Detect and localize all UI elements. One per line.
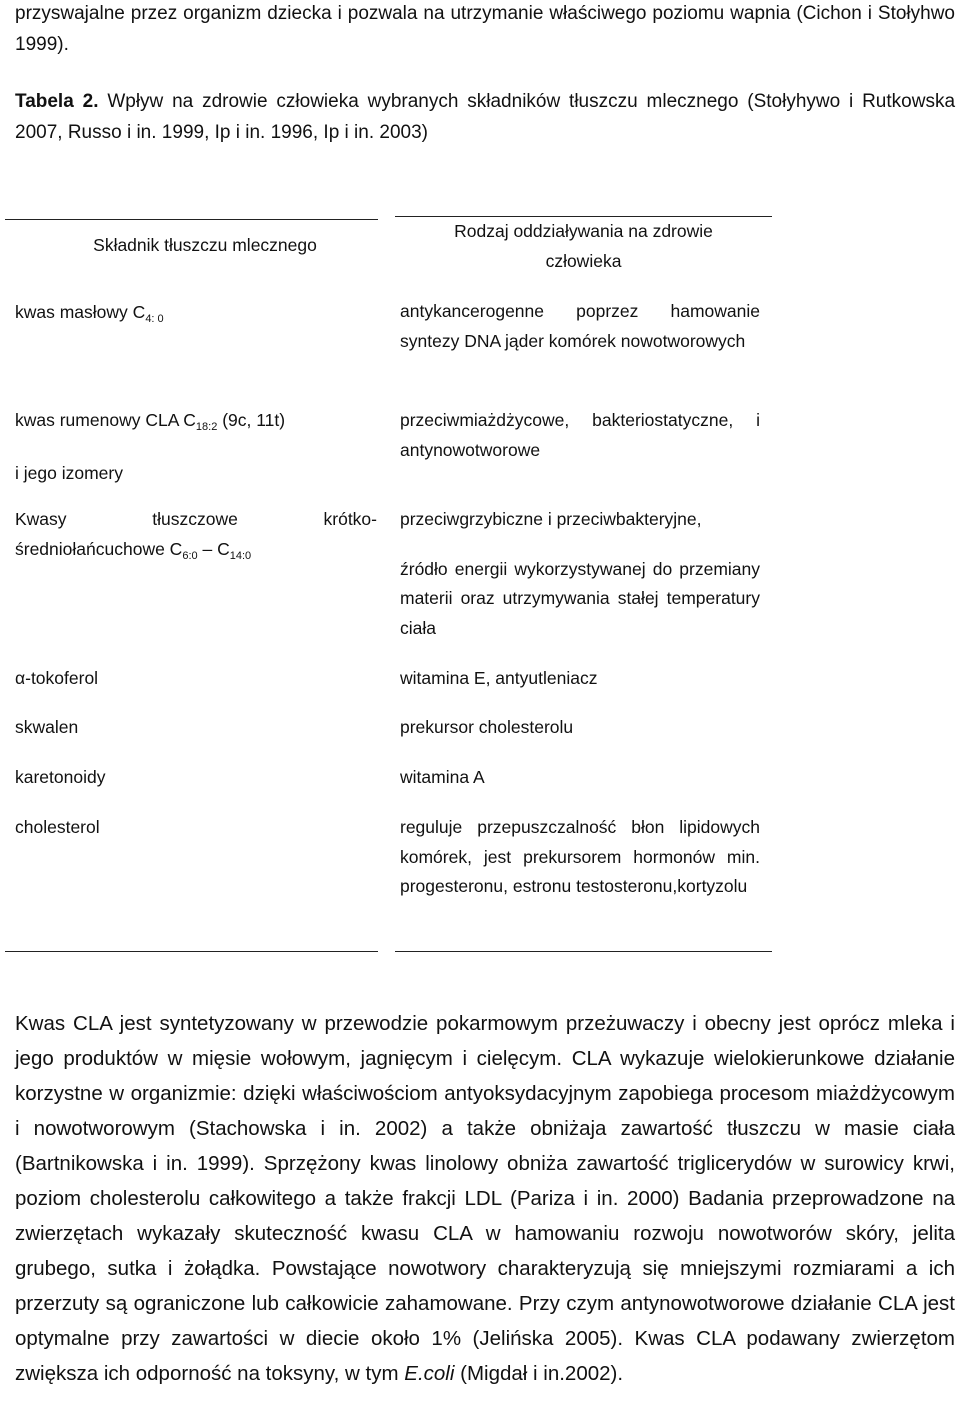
intro-paragraph: przyswajalne przez organizm dziecka i pozwala na utrzymanie właściwego poziomu wapnia (Cichon i Stołyhwo 1999). [15, 3, 955, 55]
table-bottom-rule-left [5, 951, 378, 952]
table-row-1-effect: antykancerogenne poprzez hamowanie syntezy DNA jąder komórek nowotworowych [400, 301, 760, 351]
body-paragraph: Kwas CLA jest syntetyzowany w przewodzie pokarmowym przeżuwaczy i obecny jest oprócz mleka i jego produktów w mięsie wołowym, jagnięcym i cielęcym. CLA wykazuje wielokierunkowe działanie korzystne w organizmie: dzięki właściwościom antyoksydacyjnym zapobiega procesom miażdżycowym i nowotworowym (Stachowska i in. 2002) a także obniżaja zawartość tłuszczu w masie ciała (Bartnikowska i in. 1999). Sprzężony kwas linolowy obniża zawartość triglicerydów w surowicy krwi, poziom cholesterolu całkowitego a także frakcji LDL (Pariza i in. 2000) Badania przeprowadzone na zwierzętach wykazały skuteczność kwasu CLA w hamowaniu rozwoju nowotworów skóry, jelita grubego, sutka i żołądka. Powstające nowotwory charakteryzują się mniejszymi rozmiarami a ich przerzuty są ograniczone lub całkowicie zahamowane. Przy czym antynowotworowe działanie CLA jest optymalne przy zawartości w diecie około 1% (Jelińska 2005). Kwas CLA podawany zwierzętom zwiększa ich odporność na toksyny, w tym E.coli (Migdał i in.2002). [15, 1012, 955, 1385]
table-row-7-effect: reguluje przepuszczalność błon lipidowych komórek, jest prekursorem hormonów min. progesteronu, estronu testosteronu,kortyzolu [400, 817, 760, 896]
table-header-component: Składnik tłuszczu mlecznego [93, 235, 317, 255]
table-row-2-component: kwas rumenowy CLA $C_{18:2}$ (9c, 11t) i jego izomery [15, 410, 286, 483]
table-row-6-effect: witamina A [400, 767, 485, 787]
table-row-5-effect: prekursor cholesterolu [400, 717, 574, 737]
table-row-4-component: α-tokoferol [15, 668, 99, 688]
table-bottom-rule-right [395, 951, 772, 952]
table-row-3-effect: przeciwgrzybiczne i przeciwbakteryjne, źródło energii wykorzystywanej do przemiany materii oraz utrzymywania stałej temperatury ciała [400, 509, 760, 638]
table-top-rule-left [5, 219, 378, 220]
body-italic-term: E.coli [404, 1362, 455, 1385]
table-caption-label: Tabela 2. [15, 91, 99, 112]
table-row-4-effect: witamina E, antyutleniacz [400, 668, 598, 688]
table-row-6-component: karetonoidy [15, 767, 106, 787]
table-row-5-component: skwalen [15, 717, 79, 737]
table-header-effect: Rodzaj oddziaływania na zdrowie człowieka [454, 221, 713, 271]
table-row-2-effect: przeciwmiażdżycowe, bakteriostatyczne, i antynowotworowe [400, 410, 760, 460]
table-row-7-component: cholesterol [15, 817, 100, 837]
table-caption [15, 86, 955, 148]
table-caption-text: Wpływ na zdrowie człowieka wybranych składników tłuszczu mlecznego (Stołyhywo i Rutkowska 2007, Russo i in. 1999, Ip i in. 1996, Ip i in. 2003) [15, 91, 956, 143]
table-row-3-component: Kwasy tłuszczowe krótko- średniołańcuchowe $C_{6:0} - C_{14:0}$ [15, 509, 377, 562]
table-row-1-component: kwas masłowy $C_{4: 0}$ [15, 302, 164, 325]
